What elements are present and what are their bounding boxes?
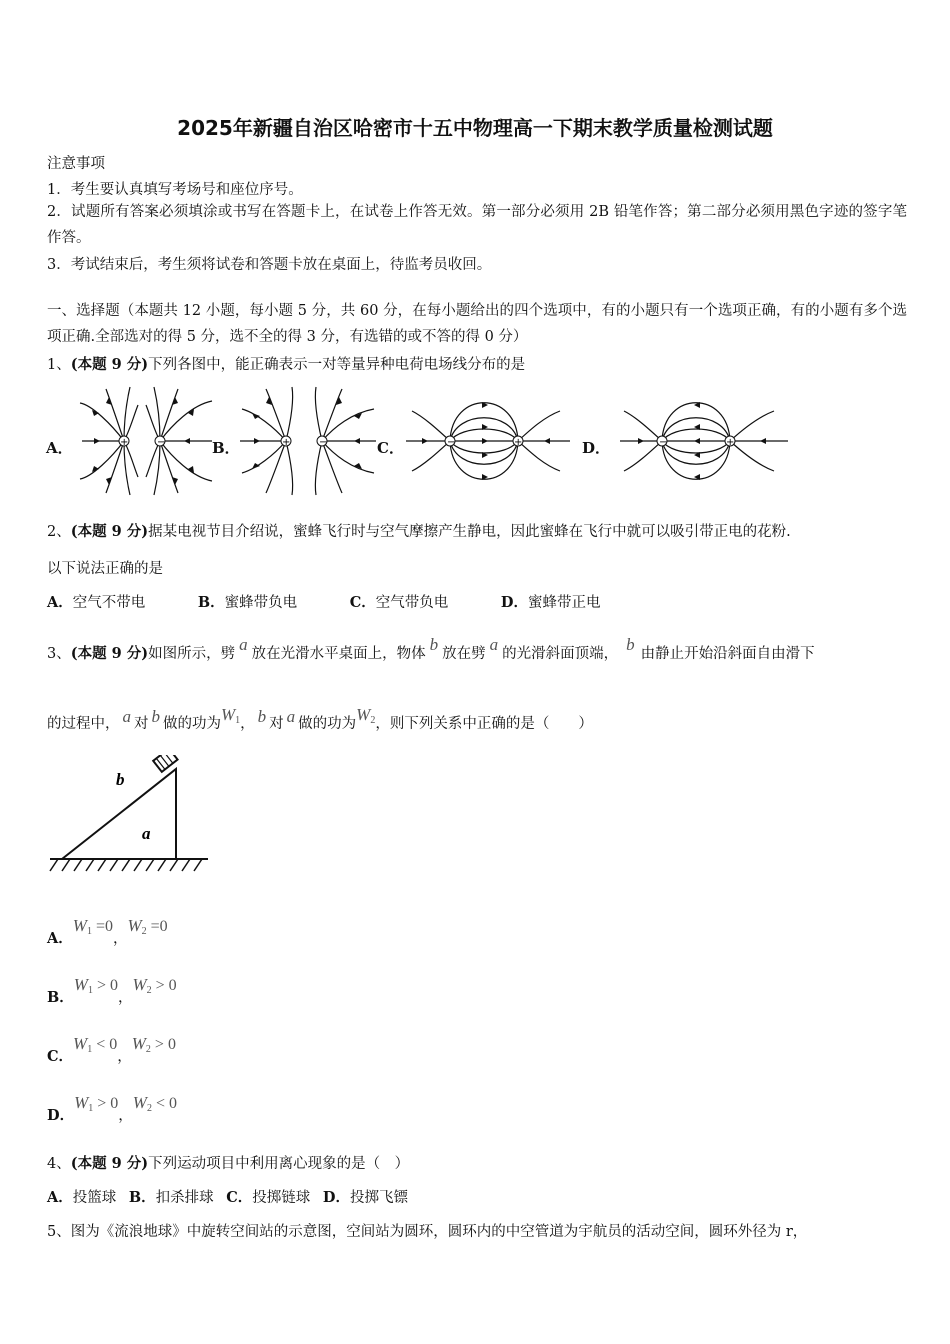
q3-text-6: 的过程中， [47,716,120,732]
q3-var-b-4: b [257,707,267,726]
q3-wedge-figure [46,755,216,880]
q3-option-a-r2: =0 [146,918,168,935]
q1-label-c: C． [377,439,404,457]
q4-option-b-label: B． [128,1189,156,1206]
q4-option-d-label: D． [322,1189,350,1206]
q1-label-a: A． [46,439,73,457]
q4-number: 4、 [47,1156,71,1172]
q2-option-c-label: C． [349,594,376,611]
q3-w2-letter: W [356,705,371,724]
notice-item-3: 3．考试结束后，考生须将试卷和答题卡放在桌面上，待监考员收回。 [47,257,492,273]
q4-text: 下列运动项目中利用离心现象的是（ ） [148,1156,410,1172]
q1-label-d: D． [582,439,611,457]
q3-text-7: 做的功为 [163,716,221,732]
q3-option-b-s2: 2 [146,985,152,996]
question-2 [47,520,791,541]
q3-text-5: 由静止开始沿斜面自由滑下 [640,646,815,662]
q3-option-b-r1: > 0 [92,977,118,994]
svg-text:−: − [319,437,328,448]
q3-number: 3、 [47,646,71,662]
q4-tag: (本题 9 分) [70,1155,149,1172]
q3-text-4: 的光滑斜面顶端， [502,646,619,662]
q3-option-d-w2: W [132,1093,147,1112]
q3-figure-label-a: a [142,824,151,843]
q3-text-dui: 对 [134,716,149,732]
q3-text-8: ，则下列关系中正确的是（ ） [375,716,593,732]
q3-option-c-w1: W [73,1034,88,1053]
q3-option-b-label: B． [47,989,74,1006]
q4-options [47,1186,408,1207]
q3-text-7b: 做的功为 [298,716,357,732]
q2-option-d-text: 蜜蜂带正电 [527,595,601,611]
q3-option-b-s1: 1 [87,985,93,996]
svg-text:+: + [726,437,735,448]
q3-option-a-s1: 1 [86,926,92,937]
svg-text:+: + [120,437,129,448]
q3-w2-sub: 2 [370,715,376,726]
q3-option-d-s1: 1 [88,1103,94,1114]
svg-text:−: − [659,437,668,448]
q3-option-c-r2: > 0 [150,1036,176,1053]
q2-text-2: 以下说法正确的是 [47,561,163,577]
q3-option-b-w2: W [132,975,147,994]
q3-var-b-3: b [151,707,160,726]
q3-option-c-label: C． [47,1048,74,1065]
q3-option-b-w1: W [73,975,88,994]
field-diagram-a [72,385,222,497]
notice-heading: 注意事项 [47,156,105,172]
q4-option-d-text: 投掷飞镖 [349,1190,408,1206]
notice-item-1: 1．考生要认真填写考场号和座位序号。 [47,182,303,198]
q4-option-a-label: A． [47,1189,73,1206]
q1-label-b: B． [212,439,240,457]
q3-option-d-r1: > 0 [93,1095,119,1112]
q3-figure-label-b: b [116,770,125,789]
q3-option-c-s1: 1 [87,1044,93,1055]
page-title: 2025年新疆自治区哈密市十五中物理高一下期末教学质量检测试题 [177,116,773,140]
field-diagram-c [402,385,577,497]
q3-option-d-label: D． [47,1107,75,1124]
q3-text-2: 放在光滑水平桌面上，物体 [251,646,426,662]
q3-option-b: B．$W_1 > 0$，$W_2 > 0$ [47,975,177,1006]
q3-option-c: C．$W_1 < 0$，$W_2 > 0$ [47,1034,176,1065]
q2-option-d-label: D． [500,594,528,611]
q3-w1 [221,705,240,724]
svg-text:−: − [447,437,456,448]
q4-option-b-text: 扣杀排球 [155,1190,214,1206]
q3-option-a-w1: W [72,916,87,935]
q3-option-a-label: A． [47,930,73,947]
q1-figures [40,385,800,500]
q4-option-a-text: 投篮球 [72,1190,117,1206]
q3-tag: (本题 9 分) [70,645,149,662]
svg-text:+: + [282,437,291,448]
q2-option-b-label: B． [197,594,225,611]
q3-option-a-s2: 2 [141,926,147,937]
q4-option-c-text: 投掷链球 [252,1190,311,1206]
q2-tag: (本题 9 分) [70,523,149,540]
q2-option-c-text: 空气带负电 [375,595,449,611]
q3-comma: ， [240,716,255,732]
q2-option-a-label: A． [47,594,73,611]
q3-line-2 [47,700,593,739]
field-diagram-d [618,385,798,497]
q2-option-b-text: 蜜蜂带负电 [224,595,298,611]
q3-option-d-s2: 2 [146,1103,152,1114]
question-3 [47,630,815,669]
q3-text-dui-2: 对 [269,716,284,732]
q3-option-b-r2: > 0 [151,977,177,994]
q3-option-d-r2: < 0 [151,1095,177,1112]
q3-w2 [356,705,375,724]
q3-var-a: a [239,635,248,654]
q4-option-c-label: C． [226,1189,253,1206]
q1-text: 下列各图中，能正确表示一对等量异种电荷电场线分布的是 [148,357,526,373]
q3-option-c-r1: < 0 [92,1036,118,1053]
q3-option-a: A．$W_1 =0$，$W_2 =0$ [47,916,168,947]
question-1 [47,353,525,374]
q3-option-c-s2: 2 [145,1044,151,1055]
q3-text-3: 放在劈 [442,646,486,662]
notice-item-2: 2．试题所有答案必须填涂或书写在答题卡上，在试卷上作答无效。第一部分必须用 2B 铅笔作答；第二部分必须用黑色字迹的签字笔作答。 [47,204,907,246]
question-4 [47,1152,409,1173]
q3-w1-sub: 1 [235,715,241,726]
q2-option-a-text: 空气不带电 [72,595,146,611]
q3-var-b: b [429,635,439,654]
q3-var-b-2: b [626,635,635,654]
q3-option-d: D．$W_1 > 0$，$W_2 < 0$ [47,1093,177,1124]
q2-text: 据某电视节目介绍说，蜜蜂飞行时与空气摩擦产生静电，因此蜜蜂在飞行中就可以吸引带正电的花粉. [148,524,791,540]
q1-number: 1、 [47,357,71,373]
q3-var-a-4: a [286,707,296,726]
q2-number: 2、 [47,524,71,540]
q3-w1-letter: W [221,705,236,724]
q3-var-a-3: a [122,707,131,726]
q3-option-a-r1: =0 [91,918,113,935]
q3-option-a-w2: W [127,916,142,935]
q3-option-c-w2: W [131,1034,146,1053]
section-heading: 一、选择题（本题共 12 小题，每小题 5 分，共 60 分，在每小题给出的四个选项中，有的小题只有一个选项正确，有的小题有多个选项正确.全部选对的得 5 分，选不全的得 3 分，有选错的或不答的得 0 分） [47,303,907,345]
field-diagram-b [236,385,381,497]
svg-text:+: + [514,437,523,448]
q3-var-a-2: a [489,635,499,654]
q3-option-d-w1: W [74,1093,89,1112]
svg-text:−: − [157,437,166,448]
q3-text-1: 如图所示，劈 [148,646,236,662]
question-5: 5、图为《流浪地球》中旋转空间站的示意图，空间站为圆环，圆环内的中空管道为宇航员的活动空间，圆环外径为 r， [47,1224,808,1240]
q1-tag: (本题 9 分) [70,356,149,373]
q2-options [47,591,600,612]
